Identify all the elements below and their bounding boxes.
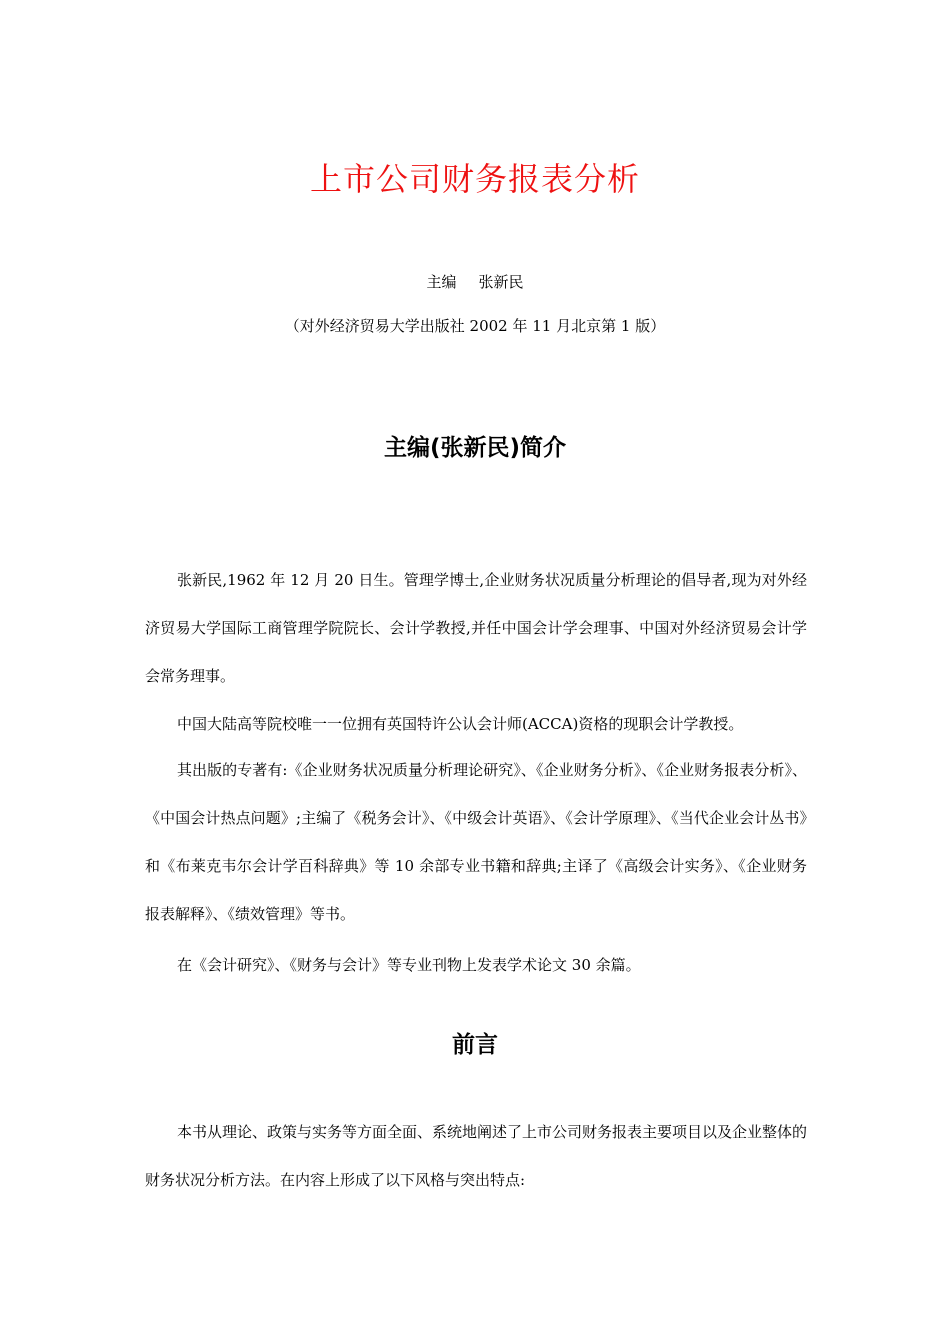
bio-paragraph: 其出版的专著有:《企业财务状况质量分析理论研究》、《企业财务分析》、《企业财务报表分析》、《中国会计热点问题》;主编了《税务会计》、《中级会计英语》、《会计学原理》、《当代企业会计丛书》和《布莱克韦尔会计学百科辞典》等 10 余部专业书籍和辞典;主译了《高级会计实务》、《企业财务报表解释》、《绩效管理》等书。	[145, 761, 807, 923]
bio-paragraph: 中国大陆高等院校唯一一位拥有英国特许公认会计师(ACCA)资格的现职会计学教授。	[177, 715, 744, 733]
editor-label: 主编	[426, 273, 457, 291]
preface-heading: 前言	[452, 1032, 498, 1058]
preface-paragraph: 本书从理论、政策与实务等方面全面、系统地阐述了上市公司财务报表主要项目以及企业整体的财务状况分析方法。在内容上形成了以下风格与突出特点:	[145, 1123, 808, 1189]
bio-heading: 主编(张新民)简介	[383, 435, 567, 461]
document-title: 上市公司财务报表分析	[309, 160, 640, 198]
bio-paragraph: 在《会计研究》、《财务与会计》等专业刊物上发表学术论文 30 余篇。	[177, 956, 641, 974]
editor-name: 张新民	[478, 273, 524, 291]
publisher-info: （对外经济贸易大学出版社 2002 年 11 月北京第 1 版）	[284, 317, 666, 335]
editor-line	[0, 270, 950, 294]
bio-paragraph: 张新民,1962 年 12 月 20 日生。管理学博士,企业财务状况质量分析理论的倡导者,现为对外经济贸易大学国际工商管理学院院长、会计学教授,并任中国会计学会理事、中国对外经济贸易会计学会常务理事。	[145, 571, 807, 685]
